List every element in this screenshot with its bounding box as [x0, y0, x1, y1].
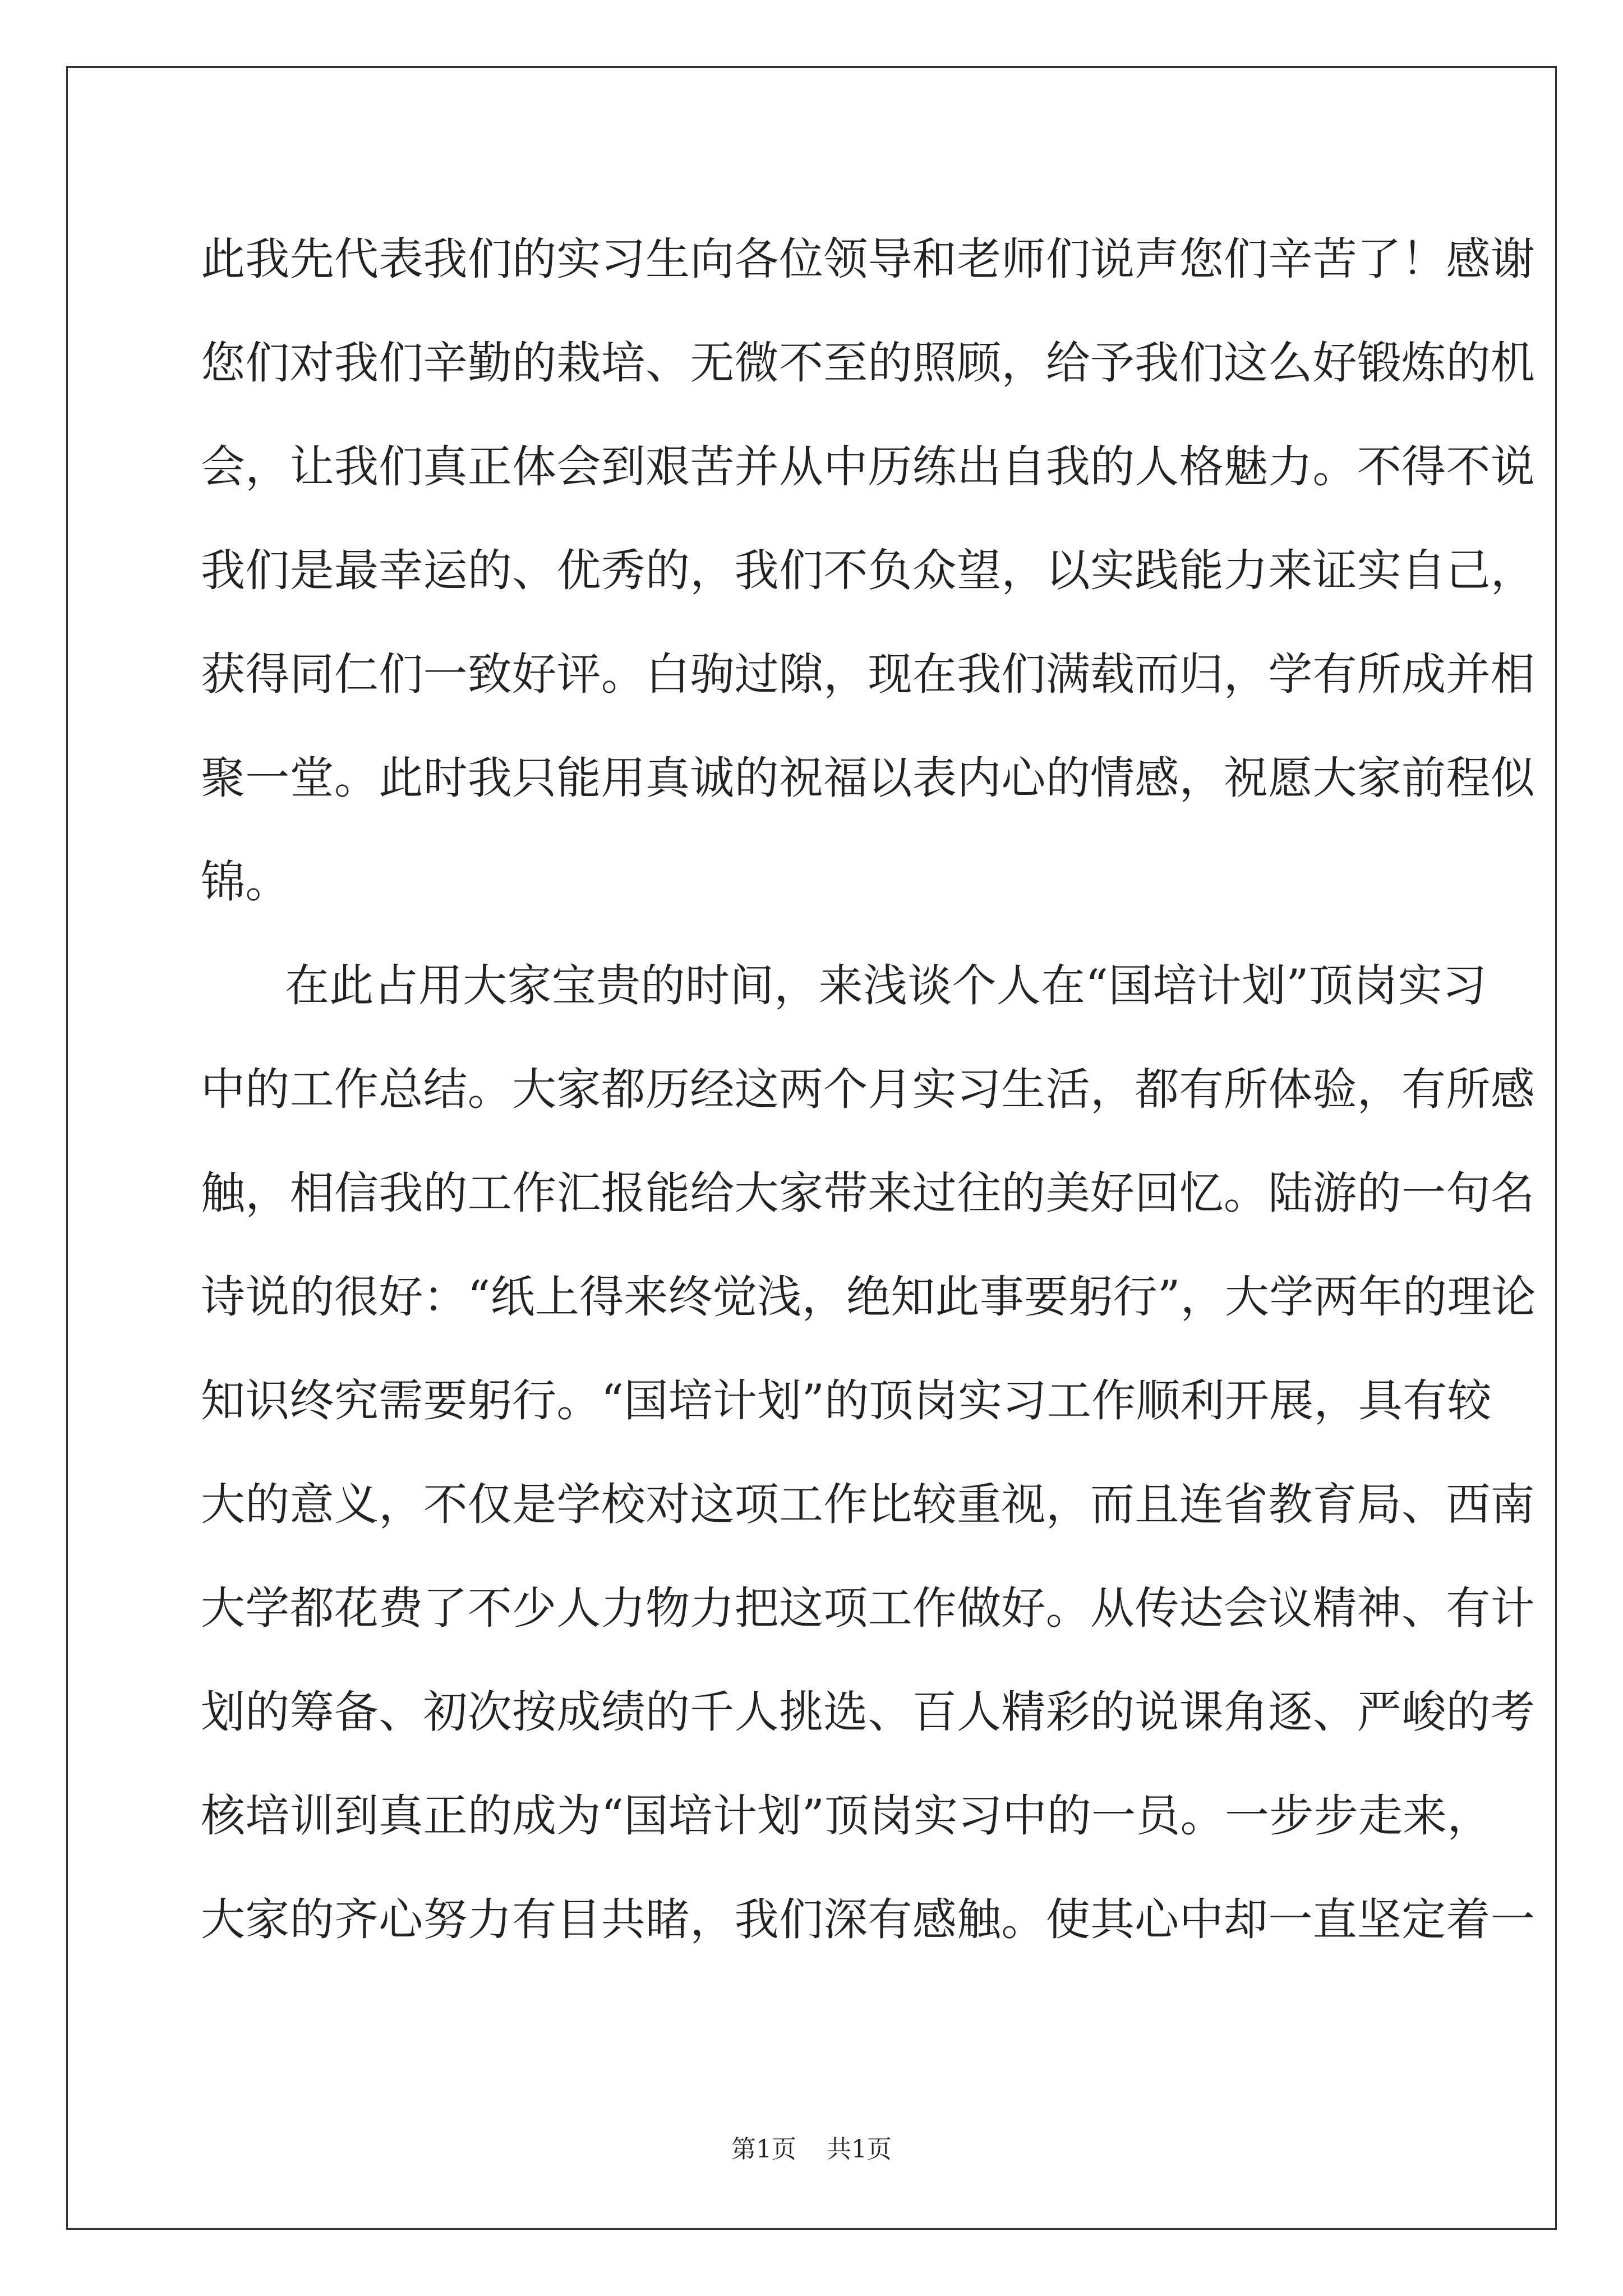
text-line: 大学都花费了不少人力物力把这项工作做好。从传达会议精神、有计 [201, 1582, 1535, 1634]
text-line: 划的筹备、初次按成绩的千人挑选、百人精彩的说课角逐、严峻的考 [201, 1686, 1535, 1738]
paragraph-1 [201, 208, 1535, 934]
text-line: 此我先代表我们的实习生向各位领导和老师们说声您们辛苦了！感谢 [201, 233, 1535, 285]
text-line: 中的工作总结。大家都历经这两个月实习生活，都有所体验，有所感 [201, 1064, 1535, 1115]
text-line: 您们对我们辛勤的栽培、无微不至的照顾，给予我们这么好锻炼的机 [201, 337, 1535, 389]
text-line: 我们是最幸运的、优秀的，我们不负众望，以实践能力来证实自己， [201, 545, 1535, 596]
text-line: 知识终究需要躬行。“国培计划”的顶岗实习工作顺利开展，具有较 [201, 1375, 1492, 1427]
text-line: 触，相信我的工作汇报能给大家带来过往的美好回忆。陆游的一句名 [201, 1167, 1535, 1219]
text-line: 会，让我们真正体会到艰苦并从中历练出自我的人格魅力。不得不说 [201, 441, 1535, 493]
document-body [201, 208, 1537, 1972]
text-line: 在此占用大家宝贵的时间，来浅谈个人在“国培计划”顶岗实习 [285, 960, 1487, 1011]
text-line: 诗说的很好：“纸上得来终觉浅，绝知此事要躬行”，大学两年的理论 [201, 1271, 1537, 1323]
page-footer [0, 2129, 1623, 2165]
page-total: 共1页 [827, 2135, 892, 2164]
text-line: 大家的齐心努力有目共睹，我们深有感触。使其心中却一直坚定着一 [201, 1894, 1535, 1945]
text-line: 核培训到真正的成为“国培计划”顶岗实习中的一员。一步步走来， [201, 1790, 1492, 1842]
text-line: 获得同仁们一致好评。白驹过隙，现在我们满载而归，学有所成并相 [201, 648, 1535, 700]
paragraph-2 [201, 934, 1537, 1972]
text-line: 聚一堂。此时我只能用真诚的祝福以表内心的情感，祝愿大家前程似 [201, 752, 1535, 804]
text-line: 锦。 [201, 856, 290, 908]
page-number: 第1页 [731, 2135, 796, 2164]
text-line: 大的意义，不仅是学校对这项工作比较重视，而且连省教育局、西南 [201, 1479, 1535, 1530]
